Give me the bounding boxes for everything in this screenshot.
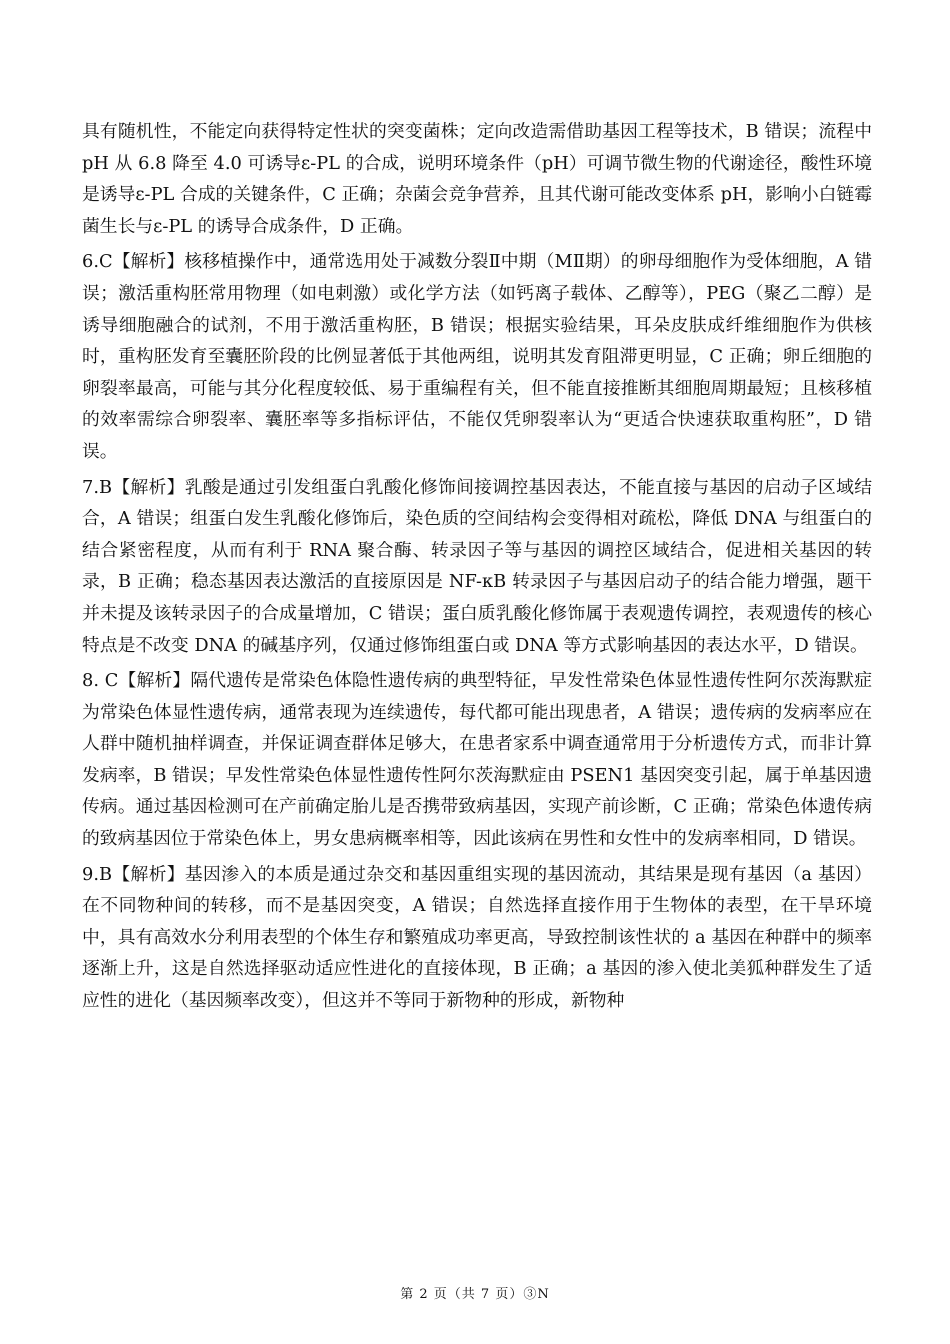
page-footer: 第 2 页（共 7 页）③N — [400, 1287, 550, 1302]
paragraph-q7: 7.B【解析】乳酸是通过引发组蛋白乳酸化修饰间接调控基因表达，不能直接与基因的启动子区域结合，A 错误；组蛋白发生乳酸化修饰后，染色质的空间结构会变得相对疏松，降低 DNA 与组蛋白的结合紧密程度，从而有利于 RNA 聚合酶、转录因子等与基因的调控区域结合，促进相关基因的转录，B 正确；稳态基因表达激活的直接原因是 NF-κB 转录因子与基因启动子的结合能力增强，题干并未提及该转录因子的合成量增加，C 错误；蛋白质乳酸化修饰属于表观遗传调控，表观遗传的核心特点是不改变 DNA 的碱基序列，仅通过修饰组蛋白或 DNA 等方式影响基因的表达水平，D 错误。 — [82, 476, 872, 656]
paragraph-q6: 6.C【解析】核移植操作中，通常选用处于减数分裂Ⅱ中期（MⅡ期）的卵母细胞作为受体细胞，A 错误；激活重构胚常用物理（如电刺激）或化学方法（如钙离子载体、乙醇等），PEG（聚乙二醇）是诱导细胞融合的试剂，不用于激活重构胚，B 错误；根据实验结果，耳朵皮肤成纤维细胞作为供核时，重构胚发育至囊胚阶段的比例显著低于其他两组，说明其发育阻滞更明显，C 正确；卵丘细胞的卵裂率最高，可能与其分化程度较低、易于重编程有关，但不能直接推断其细胞周期最短；且核移植的效率需综合卵裂率、囊胚率等多指标评估，不能仅凭卵裂率认为“更适合快速获取重构胚”，D 错误。 — [82, 251, 872, 462]
paragraph-q9: 9.B【解析】基因渗入的本质是通过杂交和基因重组实现的基因流动，其结果是现有基因（a 基因）在不同物种间的转移，而不是基因突变，A 错误；自然选择直接作用于生物体的表型，在干旱环境中，具有高效水分利用表型的个体生存和繁殖成功率更高，导致控制该性状的 a 基因在种群中的频率逐渐上升，这是自然选择驱动适应性进化的直接体现，B 正确；a 基因的渗入使北美狐种群发生了适应性的进化（基因频率改变），但这并不等同于新物种的形成，新物种 — [82, 863, 872, 1012]
paragraph-q8: 8. C【解析】隔代遗传是常染色体隐性遗传病的典型特征，早发性常染色体显性遗传性阿尔茨海默症为常染色体显性遗传病，通常表现为连续遗传，每代都可能出现患者，A 错误；遗传病的发病率应在人群中随机抽样调查，并保证调查群体足够大，在患者家系中调查通常用于分析遗传方式，而非计算发病率，B 错误；早发性常染色体显性遗传性阿尔茨海默症由 PSEN1 基因突变引起，属于单基因遗传病。通过基因检测可在产前确定胎儿是否携带致病基因，实现产前诊断，C 正确；常染色体遗传病的致病基因位于常染色体上，男女患病概率相等，因此该病在男性和女性中的发病率相同，D 错误。 — [82, 670, 872, 850]
answer-explanations — [82, 116, 872, 1017]
paragraph-q5-continued: 具有随机性，不能定向获得特定性状的突变菌株；定向改造需借助基因工程等技术，B 错误；流程中 pH 从 6.8 降至 4.0 可诱导ε-PL 的合成，说明环境条件（pH）可调节微生物的代谢途径，酸性环境是诱导ε-PL 合成的关键条件，C 正确；杂菌会竞争营养，且其代谢可能改变体系 pH，影响小白链霉菌生长与ε-PL 的诱导合成条件，D 正确。 — [82, 121, 872, 237]
